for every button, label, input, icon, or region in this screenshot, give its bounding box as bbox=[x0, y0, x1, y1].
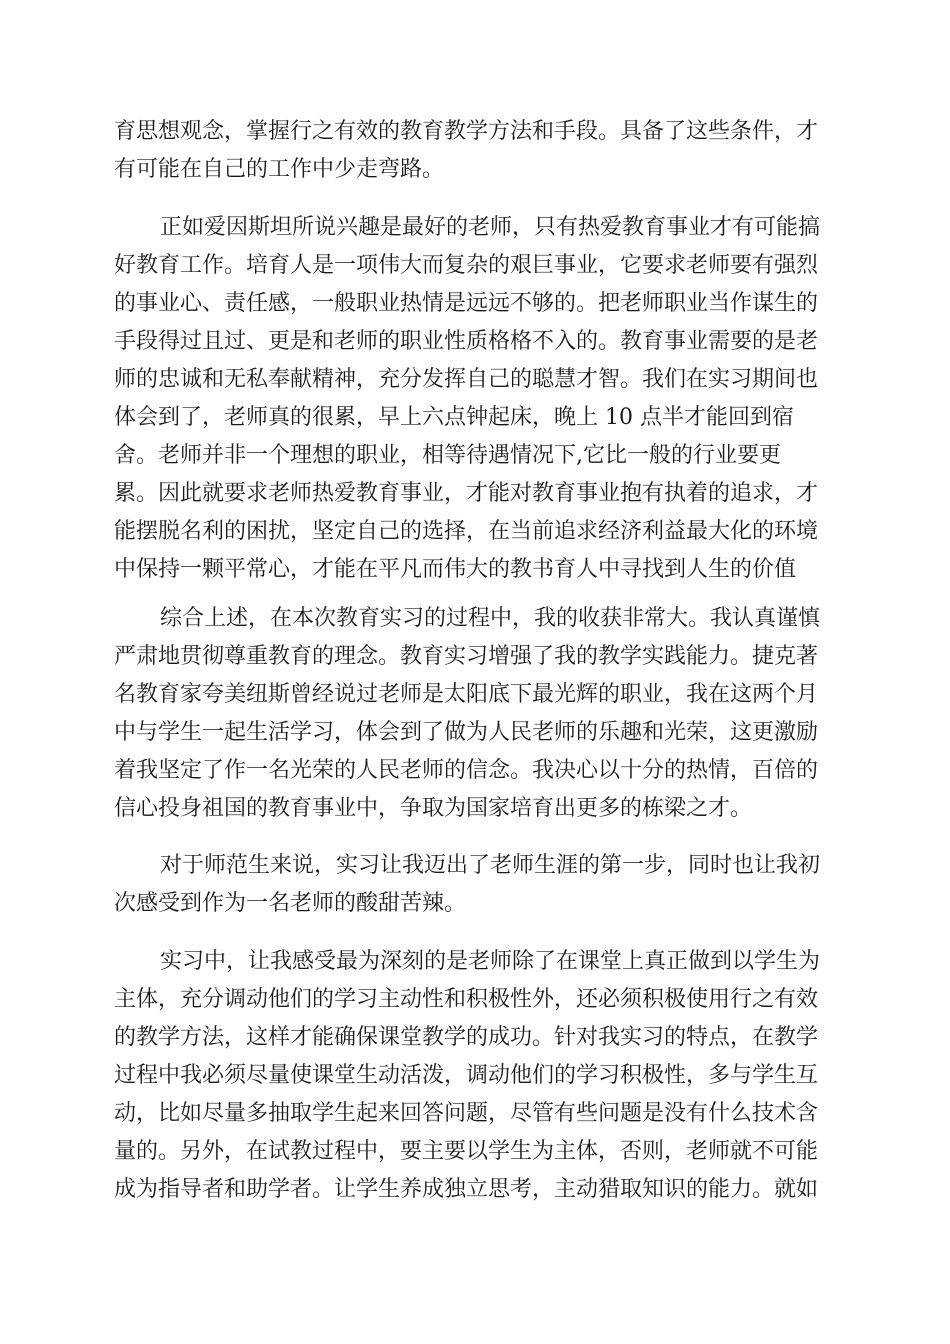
paragraph-4-line-2: 次感受到作为一名老师的酸甜苦辣。 bbox=[114, 891, 467, 916]
paragraph-4-line-1: 对于师范生来说，实习让我迈出了老师生涯的第一步，同时也让我初 bbox=[160, 853, 821, 878]
paragraph-2-line-9: 能摆脱名利的困扰，坚定自己的选择，在当前追求经济利益最大化的环境 bbox=[114, 519, 819, 544]
paragraph-5-line-5: 动，比如尽量多抽取学生起来回答问题，尽管有些问题是没有什么技术含 bbox=[114, 1101, 819, 1126]
paragraph-5-line-7: 成为指导者和助学者。让学生养成独立思考，主动猎取知识的能力。就如 bbox=[114, 1177, 819, 1202]
paragraph-3-line-6: 信心投身祖国的教育事业中，争取为国家培育出更多的栋梁之才。 bbox=[114, 796, 753, 821]
paragraph-2-line-8: 累。因此就要求老师热爱教育事业，才能对教育事业抱有执着的追求，才 bbox=[114, 481, 819, 506]
paragraph-5-line-4: 过程中我必须尽量使课堂生动活泼，调动他们的学习积极性，多与学生互 bbox=[114, 1063, 819, 1088]
paragraph-5-line-2: 主体，充分调动他们的学习主动性和积极性外，还必须积极使用行之有效 bbox=[114, 987, 819, 1012]
paragraph-2-line-4: 手段得过且过、更是和老师的职业性质格格不入的。教育事业需要的是老 bbox=[114, 329, 819, 354]
paragraph-2-line-1: 正如爱因斯坦所说兴趣是最好的老师，只有热爱教育事业才有可能搞 bbox=[160, 215, 821, 240]
paragraph-3-line-4: 中与学生一起生活学习，体会到了做为人民老师的乐趣和光荣，这更激励 bbox=[114, 720, 819, 745]
paragraph-2-line-6: 体会到了，老师真的很累，早上六点钟起床，晚上 10 点半才能回到宿 bbox=[114, 405, 794, 430]
paragraph-3-line-3: 名教育家夸美纽斯曾经说过老师是太阳底下最光辉的职业，我在这两个月 bbox=[114, 682, 819, 707]
paragraph-3-line-2: 严肃地贯彻尊重教育的理念。教育实习增强了我的教学实践能力。捷克著 bbox=[114, 644, 819, 669]
paragraph-2-line-2: 好教育工作。培育人是一项伟大而复杂的艰巨事业，它要求老师要有强烈 bbox=[114, 253, 819, 278]
paragraph-2-line-10: 中保持一颗平常心，才能在平凡而伟大的教书育人中寻找到人生的价值 bbox=[114, 557, 797, 582]
paragraph-1-line-2: 有可能在自己的工作中少走弯路。 bbox=[114, 157, 445, 182]
paragraph-5-line-1: 实习中，让我感受最为深刻的是老师除了在课堂上真正做到以学生为 bbox=[160, 949, 821, 974]
paragraph-2-line-5: 师的忠诚和无私奉献精神，充分发挥自己的聪慧才智。我们在实习期间也 bbox=[114, 367, 819, 392]
paragraph-5-line-3: 的教学方法，这样才能确保课堂教学的成功。针对我实习的特点，在教学 bbox=[114, 1025, 819, 1050]
paragraph-2-line-7: 舍。老师并非一个理想的职业，相等待遇情况下,它比一般的行业要更 bbox=[114, 443, 781, 468]
paragraph-3-line-5: 着我坚定了作一名光荣的人民老师的信念。我决心以十分的热情，百倍的 bbox=[114, 758, 819, 783]
paragraph-2-line-3: 的事业心、责任感，一般职业热情是远远不够的。把老师职业当作谋生的 bbox=[114, 291, 819, 316]
paragraph-1-line-1: 育思想观念，掌握行之有效的教育教学方法和手段。具备了这些条件，才 bbox=[114, 119, 819, 144]
paragraph-5-line-6: 量的。另外，在试教过程中，要主要以学生为主体，否则，老师就不可能 bbox=[114, 1139, 819, 1164]
paragraph-3-line-1: 综合上述，在本次教育实习的过程中，我的收获非常大。我认真谨慎 bbox=[160, 606, 821, 631]
